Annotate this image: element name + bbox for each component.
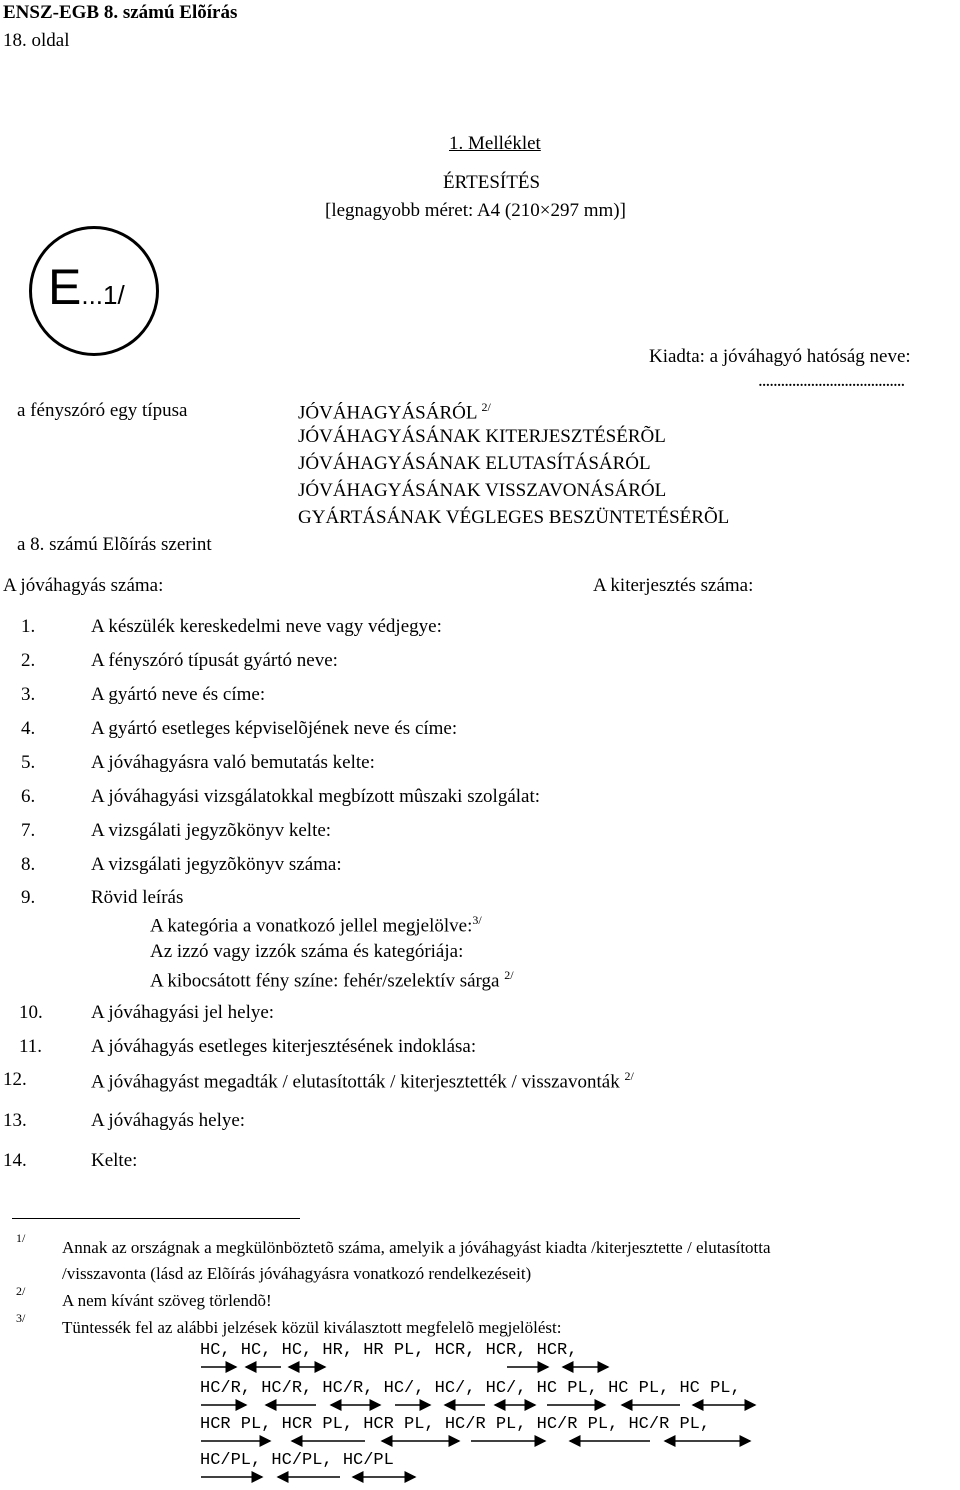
annex-title: 1. Melléklet [449, 133, 541, 154]
code-line-1: HC, HC, HC, HR, HR PL, HCR, HCR, HCR, [200, 1341, 578, 1360]
item-4-text: A gyártó esetleges képviselõjének neve és címe: [91, 718, 458, 739]
item-6-text: A jóváhagyási vizsgálatokkal megbízott mûszaki szolgálat: [91, 786, 541, 807]
issuer-dots: ....................................... [758, 370, 905, 391]
item-9-sub-1: A kategória a vonatkozó jellel megjelölve:$^{3/}$ [150, 913, 482, 937]
footnote-3-mark: 3/ [16, 1311, 26, 1325]
item-4-number: 4. [21, 718, 36, 739]
item-14-number: 14. [3, 1150, 27, 1171]
item-1-number: 1. [21, 616, 36, 637]
code-line-4: HC/PL, HC/PL, HC/PL [200, 1451, 394, 1470]
item-7-text: A vizsgálati jegyzõkönyv kelte: [91, 820, 332, 841]
item-12-number: 12. [3, 1069, 27, 1090]
item-11-text: A jóváhagyás esetleges kiterjesztésének indoklása: [91, 1036, 477, 1057]
concerning-left-bottom: a 8. számú Elõírás szerint [17, 534, 212, 555]
concerning-option-4: JÓVÁHAGYÁSÁNAK VISSZAVONÁSÁRÓL [298, 480, 667, 501]
item-3-text: A gyártó neve és címe: [91, 684, 266, 705]
item-9-number: 9. [21, 887, 36, 908]
item-1-text: A készülék kereskedelmi neve vagy védjegye: [91, 616, 442, 637]
item-5-text: A jóváhagyásra való bemutatás kelte: [91, 752, 375, 773]
footnote-2-mark: 2/ [16, 1284, 26, 1298]
item-11-number: 11. [19, 1036, 43, 1057]
item-2-number: 2. [21, 650, 36, 671]
footnote-3-text: Tüntessék fel az alábbi jelzések közül kiválasztott megfelelõ megjelölést: [62, 1318, 562, 1337]
document-size-note: [legnagyobb méret: A4 (210×297 mm)] [325, 200, 626, 221]
footnote-1-text: Annak az országnak a megkülönböztetõ száma, amelyik a jóváhagyást kiadta /kiterjesztette / elutasította [62, 1238, 771, 1257]
header-line-2: 18. oldal [3, 30, 70, 51]
item-10-number: 10. [19, 1002, 43, 1023]
footnote-1-mark: 1/ [16, 1231, 26, 1245]
approval-mark-letter: E [48, 259, 82, 315]
footnote-1-continuation: /visszavonta (lásd az Elõírás jóváhagyásra vonatkozó rendelkezéseit) [62, 1264, 532, 1283]
document-title: ÉRTESÍTÉS [443, 172, 541, 193]
concerning-option-2: JÓVÁHAGYÁSÁNAK KITERJESZTÉSÉRÕL [298, 426, 666, 447]
footnote-2-text: A nem kívánt szöveg törlendõ! [62, 1291, 272, 1310]
approval-mark-suffix: ...1/ [81, 280, 125, 310]
item-5-number: 5. [21, 752, 36, 773]
concerning-option-3: JÓVÁHAGYÁSÁNAK ELUTASÍTÁSÁRÓL [298, 453, 651, 474]
extension-number-label: A kiterjesztés száma: [593, 575, 754, 596]
item-13-text: A jóváhagyás helye: [91, 1110, 246, 1131]
item-9-sub-3: A kibocsátott fény színe: fehér/szelektív sárga $^{2/}$ [150, 968, 514, 992]
concerning-option-5: GYÁRTÁSÁNAK VÉGLEGES BESZÜNTETÉSÉRÕL [298, 507, 730, 528]
header-line-1: ENSZ-EGB 8. számú Elõírás [3, 2, 238, 23]
item-9-text: Rövid leírás [91, 887, 184, 908]
item-3-number: 3. [21, 684, 36, 705]
item-8-text: A vizsgálati jegyzõkönyv száma: [91, 854, 342, 875]
item-7-number: 7. [21, 820, 36, 841]
item-14-text: Kelte: [91, 1150, 138, 1171]
concerning-left-top: a fényszóró egy típusa [17, 400, 188, 421]
issuer-label: Kiadta: a jóváhagyó hatóság neve: [649, 346, 911, 367]
item-10-text: A jóváhagyási jel helye: [91, 1002, 275, 1023]
approval-number-label: A jóváhagyás száma: [3, 575, 164, 596]
item-12-text: A jóváhagyást megadták / elutasították / kiterjesztették / visszavonták $^{2/}$ [91, 1069, 634, 1093]
concerning-option-1: JÓVÁHAGYÁSÁRÓL $^{2/}$ [298, 400, 491, 424]
item-9-sub-2: Az izzó vagy izzók száma és kategóriája: [150, 941, 464, 962]
item-8-number: 8. [21, 854, 36, 875]
item-6-number: 6. [21, 786, 36, 807]
item-13-number: 13. [3, 1110, 27, 1131]
item-2-text: A fényszóró típusát gyártó neve: [91, 650, 338, 671]
code-line-2: HC/R, HC/R, HC/R, HC/, HC/, HC/, HC PL, HC PL, HC PL, [200, 1379, 741, 1398]
code-line-3: HCR PL, HCR PL, HCR PL, HC/R PL, HC/R PL, HC/R PL, [200, 1415, 711, 1434]
